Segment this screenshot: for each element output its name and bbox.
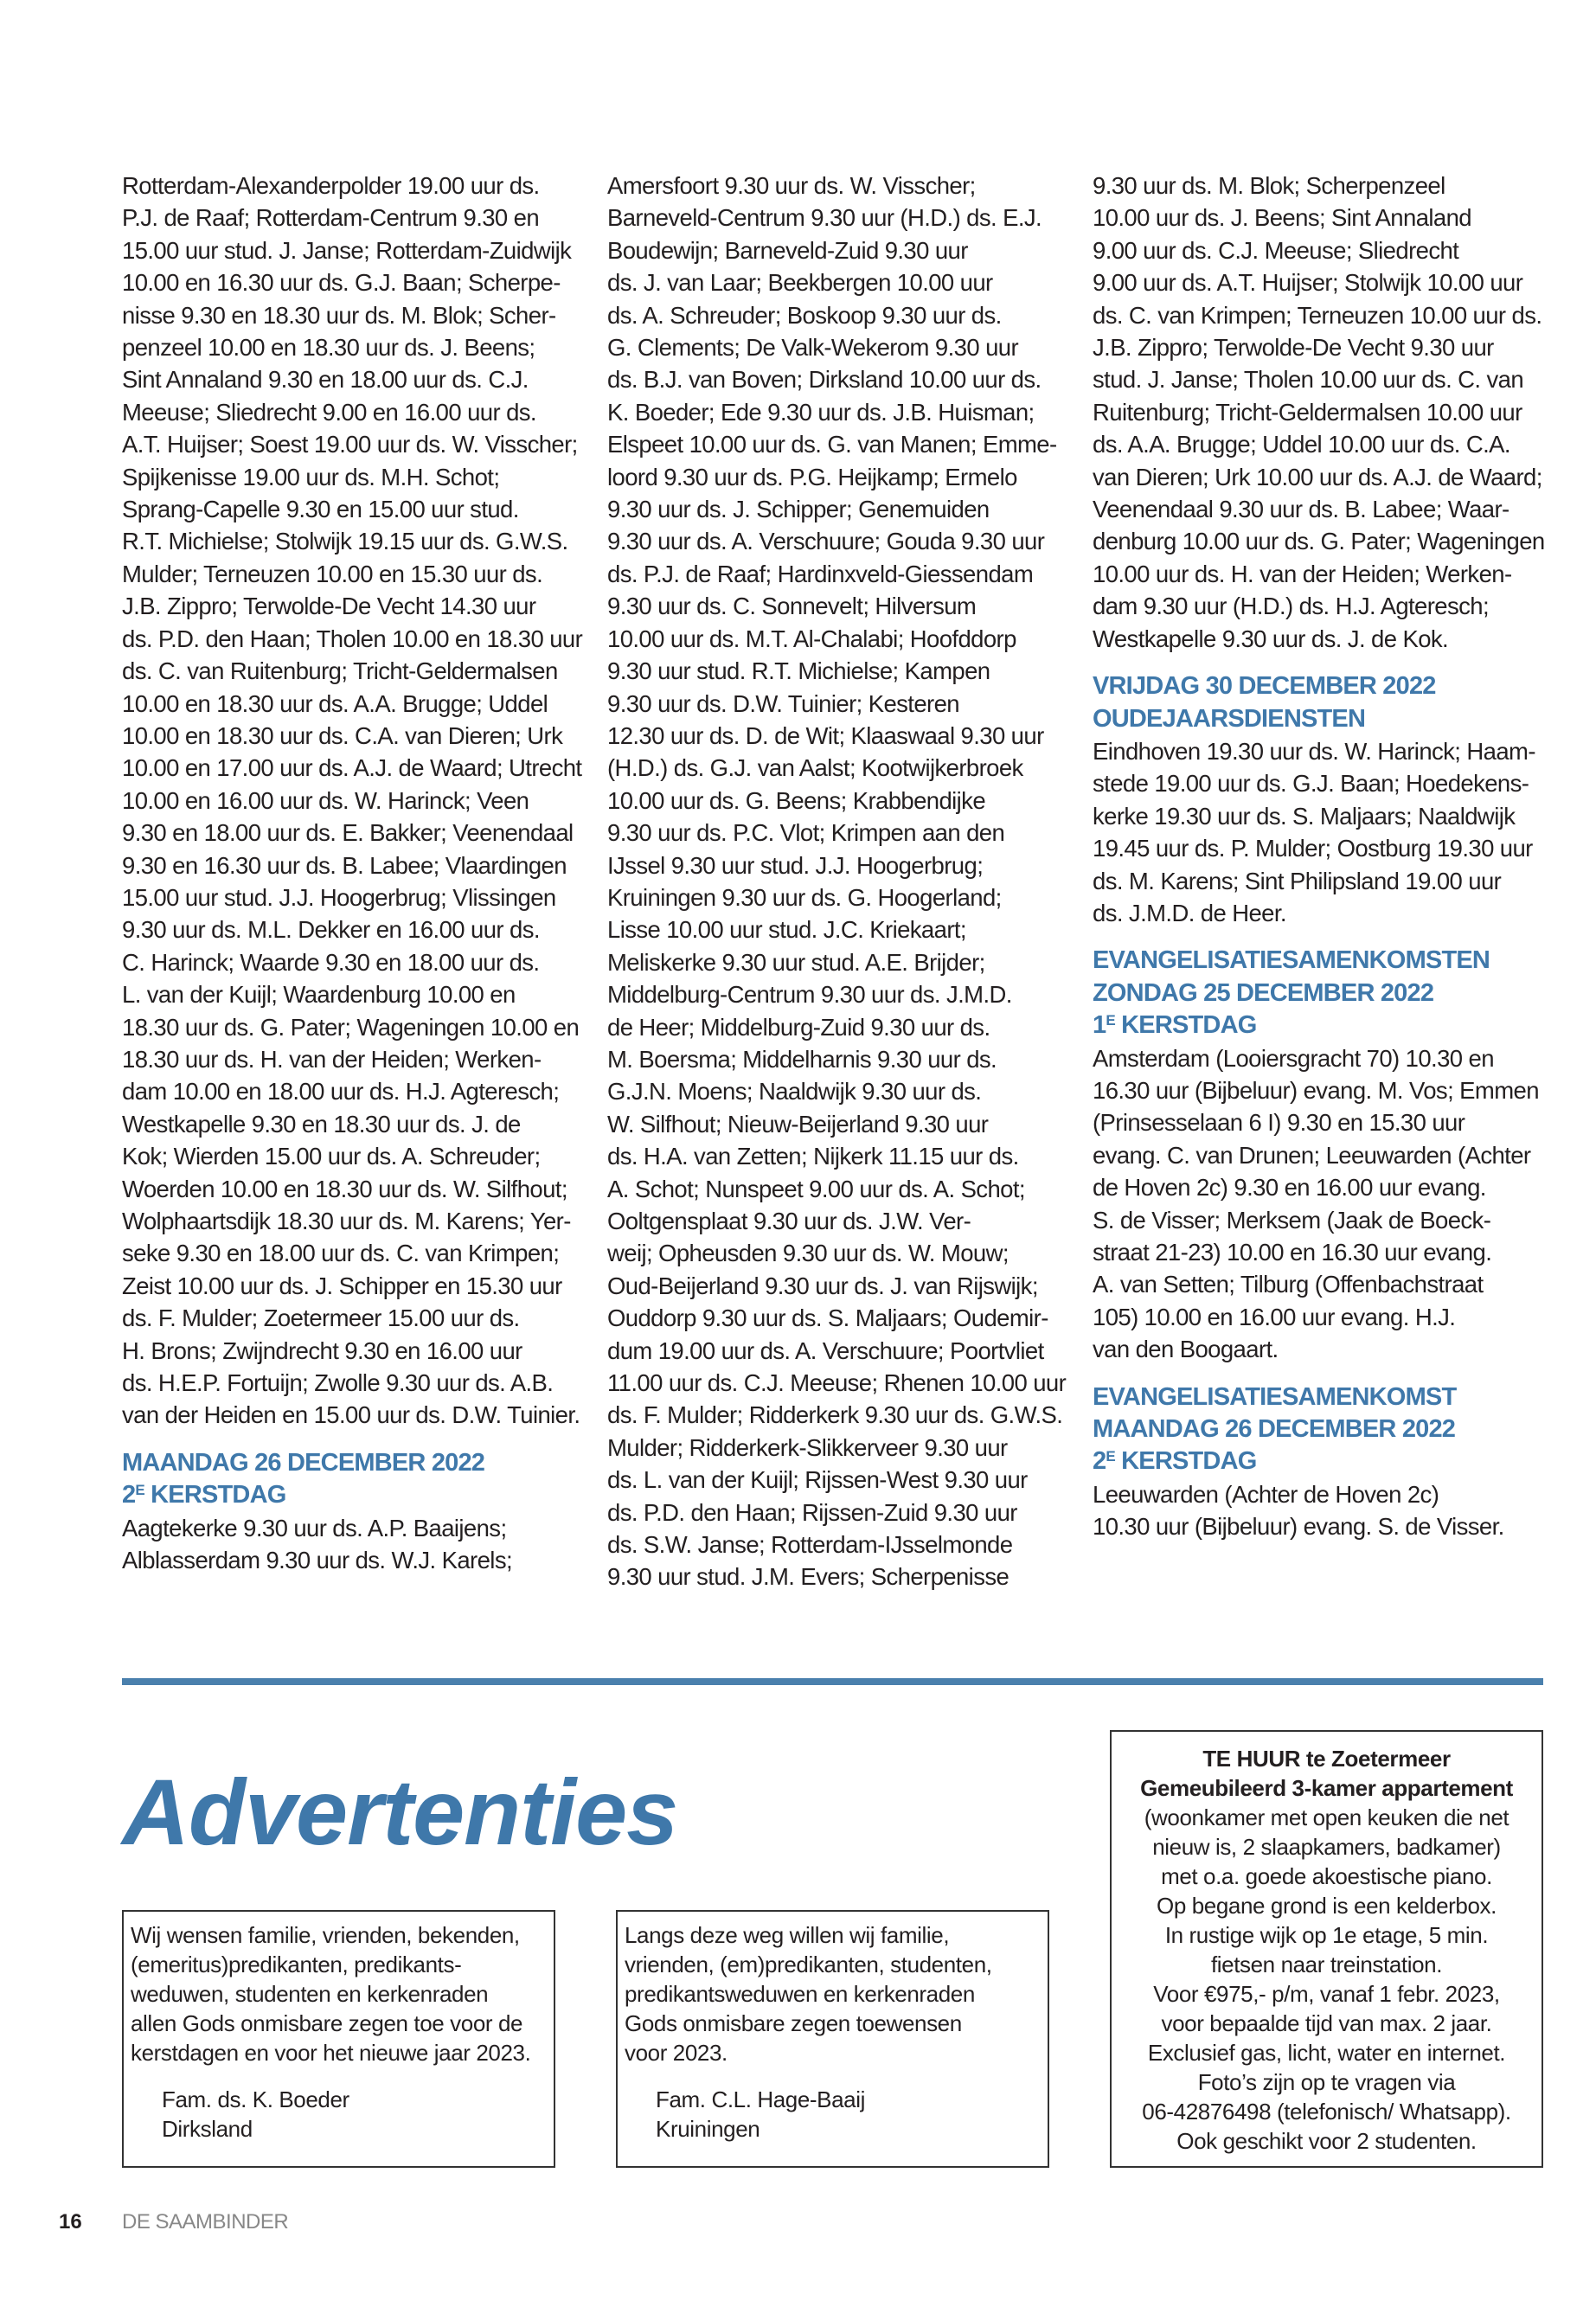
text-line: R.T. Michielse; Stolwijk 19.15 uur ds. G.W.S. (122, 528, 568, 555)
text-line: Fam. C.L. Hage-Baaij (656, 2086, 865, 2112)
text-line: Sprang-Capelle 9.30 en 15.00 uur stud. (122, 496, 519, 523)
text-line: 9.30 uur ds. M.L. Dekker en 16.00 uur ds. (122, 916, 540, 944)
heading-line (1093, 1445, 1577, 1477)
column-3 (1093, 170, 1577, 1543)
text-line: H. Brons; Zwijndrecht 9.30 en 16.00 uur (122, 1336, 522, 1364)
text-line: 18.30 uur ds. G. Pater; Wageningen 10.00 en (122, 1013, 580, 1041)
ad-signature (131, 2085, 547, 2144)
text-line: Westkapelle 9.30 en 18.30 uur ds. J. de (122, 1110, 521, 1138)
text-line: Alblasserdam 9.30 uur ds. W.J. Karels; (122, 1547, 513, 1574)
text-line: seke 9.30 en 18.00 uur ds. C. van Krimpen; (122, 1240, 560, 1267)
text-line: ds. P.J. de Raaf; Hardinxveld-Giessendam (607, 560, 1034, 587)
service-listing (607, 170, 1092, 1593)
text-line: Kruiningen 9.30 uur ds. G. Hoogerland; (607, 883, 1002, 911)
text-line: W. Silfhout; Nieuw-Beijerland 9.30 uur (607, 1110, 989, 1138)
service-listing (1093, 170, 1577, 655)
text-line: In rustige wijk op 1e etage, 5 min. (1164, 1922, 1489, 1948)
text-line: 9.30 uur ds. D.W. Tuinier; Kesteren (607, 689, 959, 717)
text-line: A. Schot; Nunspeet 9.00 uur ds. A. Schot; (607, 1175, 1025, 1202)
text-line: ds. P.D. den Haan; Rijssen-Zuid 9.30 uur (607, 1498, 1017, 1526)
text-line: dam 9.30 uur (H.D.) ds. H.J. Agteresch; (1093, 593, 1490, 620)
text-line: Zeist 10.00 uur ds. J. Schipper en 15.30 uur (122, 1272, 562, 1299)
text-line: Aagtekerke 9.30 uur ds. A.P. Baaijens; (122, 1514, 507, 1541)
ad-signature (625, 2085, 1041, 2144)
text-line: 9.30 uur ds. P.C. Vlot; Krimpen aan den (607, 819, 1005, 847)
text-line: ds. C. van Krimpen; Terneuzen 10.00 uur ds. (1093, 301, 1542, 329)
text-line: Meeuse; Sliedrecht 9.00 en 16.00 uur ds. (122, 398, 536, 426)
text-line: straat 21-23) 10.00 en 16.30 uur evang. (1093, 1239, 1492, 1266)
text-line: van den Boogaart. (1093, 1336, 1279, 1363)
section-heading (1093, 1381, 1577, 1478)
text-line: Gemeubileerd 3-kamer appartement (1140, 1775, 1513, 1801)
ordinal-suffix: E (1106, 1012, 1115, 1029)
text-line: 10.00 uur ds. G. Beens; Krabbendijke (607, 786, 986, 814)
text-line: Barneveld-Centrum 9.30 uur (H.D.) ds. E.J. (607, 204, 1042, 232)
text-line: 105) 10.00 en 16.00 uur evang. H.J. (1093, 1303, 1456, 1330)
text-line: fietsen naar treinstation. (1210, 1952, 1443, 1977)
service-listing (1093, 1478, 1577, 1543)
day-number: 1 (1093, 1011, 1106, 1040)
text-line: G.J.N. Moens; Naaldwijk 9.30 uur ds. (607, 1078, 982, 1106)
text-line: Amsterdam (Looiersgracht 70) 10.30 en (1093, 1044, 1494, 1072)
text-line: Woerden 10.00 en 18.30 uur ds. W. Silfhout; (122, 1175, 567, 1202)
text-line: 9.30 uur stud. J.M. Evers; Scherpenisse (607, 1563, 1010, 1591)
text-line: K. Boeder; Ede 9.30 uur ds. J.B. Huisman; (607, 398, 1035, 426)
text-line: 9.30 uur ds. M. Blok; Scherpenzeel (1093, 172, 1445, 199)
text-line: denburg 10.00 uur ds. G. Pater; Wageningen (1093, 528, 1545, 555)
text-line: de Hoven 2c) 9.30 en 16.00 uur evang. (1093, 1174, 1486, 1202)
service-listing (1093, 1042, 1577, 1366)
text-line: 10.00 en 17.00 uur ds. A.J. de Waard; Utrecht (122, 754, 582, 782)
text-line: Op begane grond is een kelderbox. (1157, 1893, 1497, 1919)
ordinal-suffix: E (135, 1482, 144, 1499)
text-line: Elspeet 10.00 uur ds. G. van Manen; Emme- (607, 431, 1057, 458)
text-line: kerstdagen en voor het nieuwe jaar 2023. (131, 2040, 531, 2066)
page-number: 16 (59, 2210, 82, 2234)
text-line: 10.00 en 16.30 uur ds. G.J. Baan; Scherpe- (122, 269, 561, 297)
text-line: ZONDAG 25 DECEMBER 2022 (1093, 978, 1434, 1007)
text-line: A.T. Huijser; Soest 19.00 uur ds. W. Visscher; (122, 431, 578, 458)
text-line: ds. J. van Laar; Beekbergen 10.00 uur (607, 269, 993, 297)
text-line: Langs deze weg willen wij familie, (625, 1922, 950, 1948)
day-number: 2 (122, 1481, 136, 1509)
advertisements-title: Advertenties (122, 1759, 678, 1864)
text-line: Ruitenburg; Tricht-Geldermalsen 10.00 uur (1093, 398, 1522, 426)
text-line: Sint Annaland 9.30 en 18.00 uur ds. C.J. (122, 366, 529, 394)
text-line: 10.00 uur ds. M.T. Al-Chalabi; Hoofddorp (607, 625, 1016, 652)
text-line: 16.30 uur (Bijbeluur) evang. M. Vos; Emmen (1093, 1076, 1539, 1104)
text-line: nisse 9.30 en 18.30 uur ds. M. Blok; Scher- (122, 301, 556, 329)
text-line: 9.30 uur ds. C. Sonnevelt; Hilversum (607, 593, 977, 620)
text-line: 06-42876498 (telefonisch/ Whatsapp). (1142, 2099, 1511, 2125)
text-line: L. van der Kuijl; Waardenburg 10.00 en (122, 981, 516, 1009)
text-line: Mulder; Terneuzen 10.00 en 15.30 uur ds. (122, 560, 543, 587)
column-2 (607, 170, 1092, 1593)
text-line: Voor €975,- p/m, vanaf 1 febr. 2023, (1153, 1981, 1500, 2007)
text-line: weduwen, studenten en kerkenraden (131, 1981, 489, 2007)
text-line: C. Harinck; Waarde 9.30 en 18.00 uur ds. (122, 948, 540, 976)
text-line: ds. S.W. Janse; Rotterdam-IJsselmonde (607, 1531, 1013, 1559)
text-line: 9.30 uur stud. R.T. Michielse; Kampen (607, 657, 990, 685)
section-heading (122, 1447, 606, 1512)
text-line: ds. H.E.P. Fortuijn; Zwolle 9.30 uur ds. A.B. (122, 1369, 554, 1397)
text-line: vrienden, (em)predikanten, studenten, (625, 1952, 992, 1977)
text-line: J.B. Zippro; Terwolde-De Vecht 14.30 uur (122, 593, 536, 620)
text-line: voor bepaalde tijd van max. 2 jaar. (1161, 2010, 1492, 2036)
text-line: loord 9.30 uur ds. P.G. Heijkamp; Ermelo (607, 463, 1017, 490)
text-line: Wolphaartsdijk 18.30 uur ds. M. Karens; Yer- (122, 1208, 571, 1234)
text-line: (Prinsesselaan 6 I) 9.30 en 15.30 uur (1093, 1109, 1465, 1137)
text-line: Leeuwarden (Achter de Hoven 2c) (1093, 1480, 1439, 1508)
text-line: stud. J. Janse; Tholen 10.00 uur ds. C. van (1093, 366, 1524, 394)
service-listing (122, 170, 606, 1432)
text-line: met o.a. goede akoestische piano. (1161, 1863, 1492, 1889)
text-line: Foto’s zijn op te vragen via (1197, 2069, 1456, 2095)
text-line: A. van Setten; Tilburg (Offenbachstraat (1093, 1271, 1484, 1298)
text-line: ds. B.J. van Boven; Dirksland 10.00 uur ds. (607, 366, 1042, 394)
text-line: Wij wensen familie, vrienden, bekenden, (131, 1922, 520, 1948)
text-line: ds. J.M.D. de Heer. (1093, 899, 1286, 926)
ad-body (1117, 1803, 1536, 2156)
text-line: Gods onmisbare zegen toewensen (625, 2010, 962, 2036)
text-line: dum 19.00 uur ds. A. Verschuure; Poortvliet (607, 1336, 1044, 1364)
text-line: Spijkenisse 19.00 uur ds. M.H. Schot; (122, 463, 500, 490)
text-line: OUDEJAARSDIENSTEN (1093, 704, 1366, 733)
text-line: evang. C. van Drunen; Leeuwarden (Achter (1093, 1141, 1531, 1169)
ad-body (625, 1920, 1041, 2067)
text-line: (emeritus)predikanten, predikants- (131, 1952, 462, 1977)
text-line: kerke 19.30 uur ds. S. Maljaars; Naaldwijk (1093, 802, 1516, 830)
text-line: Ook geschikt voor 2 studenten. (1176, 2128, 1477, 2154)
text-line: Lisse 10.00 uur stud. J.C. Kriekaart; (607, 916, 966, 944)
text-line: M. Boersma; Middelharnis 9.30 uur ds. (607, 1045, 997, 1073)
text-line: ds. M. Karens; Sint Philipsland 19.00 uur (1093, 867, 1502, 894)
day-label: KERSTDAG (1114, 1447, 1257, 1476)
text-line: Middelburg-Centrum 9.30 uur ds. J.M.D. (607, 981, 1012, 1009)
text-line: ds. H.A. van Zetten; Nijkerk 11.15 uur ds. (607, 1143, 1019, 1170)
text-line: 9.30 uur ds. J. Schipper; Genemuiden (607, 496, 990, 523)
ordinal-suffix: E (1106, 1448, 1115, 1465)
magazine-name: DE SAAMBINDER (122, 2210, 289, 2234)
text-line: ds. C. van Ruitenburg; Tricht-Geldermalsen (122, 657, 558, 685)
text-line: TE HUUR te Zoetermeer (1202, 1746, 1451, 1772)
section-heading (1093, 670, 1577, 735)
text-line: predikantsweduwen en kerkenraden (625, 1981, 975, 2007)
text-line: Kruiningen (656, 2116, 760, 2142)
text-line: 12.30 uur ds. D. de Wit; Klaaswaal 9.30 uur (607, 721, 1044, 749)
text-line: G. Clements; De Valk-Wekerom 9.30 uur (607, 334, 1019, 362)
text-line: allen Gods onmisbare zegen toe voor de (131, 2010, 523, 2036)
text-line: nieuw is, 2 slaapkamers, badkamer) (1152, 1834, 1501, 1860)
text-line: voor 2023. (625, 2040, 727, 2066)
text-line: Veenendaal 9.30 uur ds. B. Labee; Waar- (1093, 496, 1509, 523)
text-line: ds. A. Schreuder; Boskoop 9.30 uur ds. (607, 301, 1002, 329)
text-line: Boudewijn; Barneveld-Zuid 9.30 uur (607, 236, 968, 264)
section-divider (122, 1678, 1543, 1685)
text-line: Dirksland (162, 2116, 253, 2142)
text-line: ds. F. Mulder; Zoetermeer 15.00 uur ds. (122, 1304, 520, 1332)
text-line: J.B. Zippro; Terwolde-De Vecht 9.30 uur (1093, 334, 1494, 362)
heading-line (1093, 1009, 1577, 1042)
text-line: 9.00 uur ds. A.T. Huijser; Stolwijk 10.00 uur (1093, 269, 1523, 297)
text-line: weij; Opheusden 9.30 uur ds. W. Mouw; (607, 1240, 1009, 1267)
text-line: MAANDAG 26 DECEMBER 2022 (1093, 1415, 1456, 1444)
text-line: Meliskerke 9.30 uur stud. A.E. Brijder; (607, 948, 985, 976)
text-line: EVANGELISATIESAMENKOMSTEN (1093, 946, 1490, 975)
text-line: Ooltgensplaat 9.30 uur ds. J.W. Ver- (607, 1208, 971, 1234)
text-line: 9.30 en 16.30 uur ds. B. Labee; Vlaardingen (122, 851, 567, 879)
day-label: KERSTDAG (1114, 1011, 1257, 1040)
day-number: 2 (1093, 1447, 1106, 1476)
day-label: KERSTDAG (144, 1481, 286, 1509)
text-line: Kok; Wierden 15.00 uur ds. A. Schreuder; (122, 1143, 541, 1170)
text-line: 18.30 uur ds. H. van der Heiden; Werken- (122, 1045, 542, 1073)
text-line: 10.00 en 18.30 uur ds. A.A. Brugge; Uddel (122, 689, 548, 717)
text-line: 15.00 uur stud. J.J. Hoogerbrug; Vlissingen (122, 883, 556, 911)
text-line: 11.00 uur ds. C.J. Meeuse; Rhenen 10.00 uur (607, 1369, 1067, 1397)
text-line: dam 10.00 en 18.00 uur ds. H.J. Agteresch; (122, 1078, 560, 1106)
text-line: ds. P.D. den Haan; Tholen 10.00 en 18.30 uur (122, 625, 583, 652)
text-line: ds. L. van der Kuijl; Rijssen-West 9.30 uur (607, 1466, 1028, 1494)
text-line: 10.00 uur ds. H. van der Heiden; Werken- (1093, 560, 1512, 587)
service-listing (1093, 735, 1577, 929)
text-line: van der Heiden en 15.00 uur ds. D.W. Tuinier. (122, 1401, 580, 1429)
text-line: ds. F. Mulder; Ridderkerk 9.30 uur ds. G.W.S. (607, 1401, 1063, 1429)
ad-rental-zoetermeer (1110, 1730, 1543, 2168)
text-line: VRIJDAG 30 DECEMBER 2022 (1093, 672, 1436, 701)
text-line: S. de Visser; Merksem (Jaak de Boeck- (1093, 1206, 1491, 1234)
section-heading (1093, 945, 1577, 1042)
text-line: Rotterdam-Alexanderpolder 19.00 uur ds. (122, 172, 540, 199)
text-line: de Heer; Middelburg-Zuid 9.30 uur ds. (607, 1013, 990, 1041)
text-line: 19.45 uur ds. P. Mulder; Oostburg 19.30 uur (1093, 835, 1533, 862)
text-line: Westkapelle 9.30 uur ds. J. de Kok. (1093, 625, 1449, 652)
text-line: ds. A.A. Brugge; Uddel 10.00 uur ds. C.A. (1093, 431, 1510, 458)
text-line: Oud-Beijerland 9.30 uur ds. J. van Rijswijk; (607, 1272, 1038, 1299)
text-line: IJssel 9.30 uur stud. J.J. Hoogerbrug; (607, 851, 984, 879)
text-line: 15.00 uur stud. J. Janse; Rotterdam-Zuidwijk (122, 236, 572, 264)
text-line: (H.D.) ds. G.J. van Aalst; Kootwijkerbroek (607, 754, 1023, 782)
text-line: van Dieren; Urk 10.00 uur ds. A.J. de Waard; (1093, 463, 1542, 490)
text-line: Fam. ds. K. Boeder (162, 2086, 349, 2112)
text-line: 10.00 uur ds. J. Beens; Sint Annaland (1093, 204, 1471, 232)
text-line: Mulder; Ridderkerk-Slikkerveer 9.30 uur (607, 1433, 1008, 1461)
text-line: Amersfoort 9.30 uur ds. W. Visscher; (607, 172, 976, 199)
ad-greeting-boeder (122, 1910, 555, 2168)
text-line: 9.30 en 18.00 uur ds. E. Bakker; Veenendaal (122, 819, 574, 847)
column-1 (122, 170, 606, 1576)
text-line: 10.30 uur (Bijbeluur) evang. S. de Visser. (1093, 1513, 1504, 1541)
ad-body (131, 1920, 547, 2067)
text-line: 10.00 en 18.30 uur ds. C.A. van Dieren; Urk (122, 721, 563, 749)
ad-greeting-hage-baaij (616, 1910, 1049, 2168)
text-line: MAANDAG 26 DECEMBER 2022 (122, 1448, 485, 1477)
text-line: stede 19.00 uur ds. G.J. Baan; Hoedekens- (1093, 770, 1529, 798)
heading-line (122, 1479, 606, 1511)
text-line: 9.30 uur ds. A. Verschuure; Gouda 9.30 uur (607, 528, 1045, 555)
text-line: Ouddorp 9.30 uur ds. S. Maljaars; Oudemir- (607, 1304, 1048, 1332)
text-line: EVANGELISATIESAMENKOMST (1093, 1382, 1457, 1411)
text-line: P.J. de Raaf; Rotterdam-Centrum 9.30 en (122, 204, 540, 232)
text-line: Exclusief gas, licht, water en internet. (1147, 2040, 1506, 2066)
text-line: penzeel 10.00 en 18.30 uur ds. J. Beens; (122, 334, 535, 362)
ad-heading (1117, 1744, 1536, 1803)
text-line: 10.00 en 16.00 uur ds. W. Harinck; Veen (122, 786, 529, 814)
text-line: (woonkamer met open keuken die net (1144, 1804, 1509, 1830)
text-line: 9.00 uur ds. C.J. Meeuse; Sliedrecht (1093, 236, 1459, 264)
service-listing (122, 1512, 606, 1577)
text-line: Eindhoven 19.30 uur ds. W. Harinck; Haam- (1093, 737, 1535, 765)
